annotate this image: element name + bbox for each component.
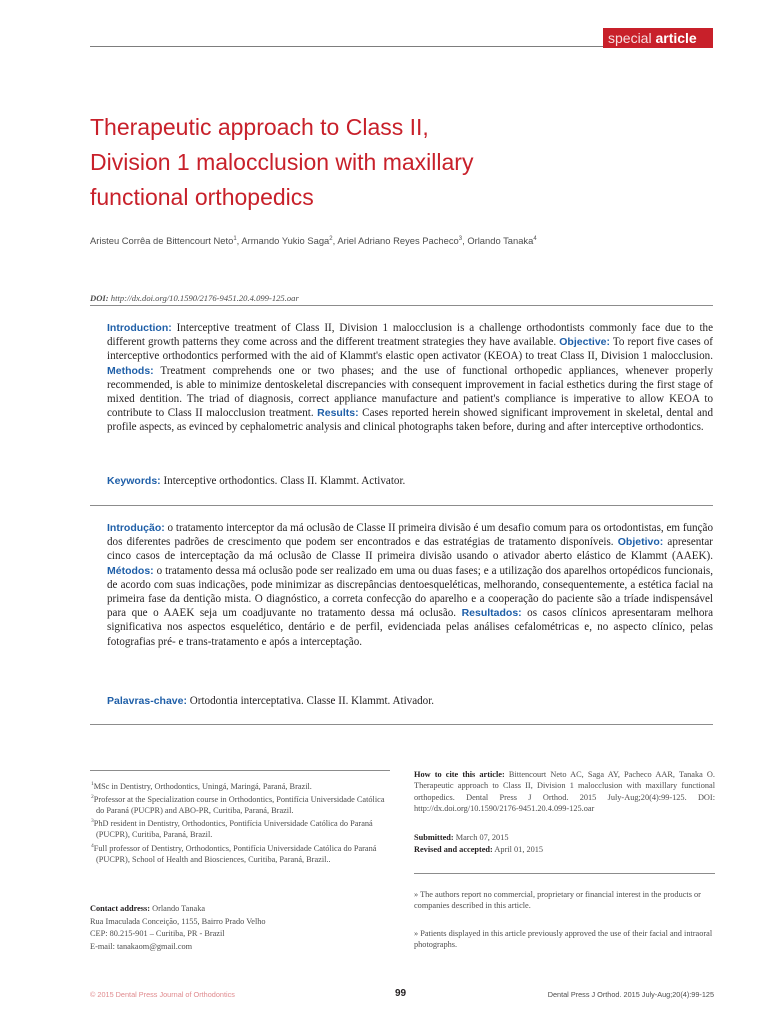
author-affiliation: 3 (458, 235, 463, 242)
abstract-english (107, 321, 713, 435)
title-line-2: Division 1 malocclusion with maxillary (90, 149, 474, 175)
abstract-text: o tratamento dessa má oclusão pode ser realizado em uma ou duas fases; e a utilização dos aparelhos ortopédicos funcionais, de acordo com suas indicações, pode minimizar as discrepâncias dentoesqueléticas, melhorando, consequentemente, a estética facial na primeira fase da dentição mista. O diagnóstico, a correta confecção do aparelho e a cooperação do paciente são a tríade indispensável para que o AAEK seja um coadjuvante no tratamento dessa má oclusão. (107, 564, 713, 620)
divider (90, 505, 713, 506)
page-number: 99 (395, 988, 407, 999)
abstract-heading: Métodos: (107, 564, 154, 577)
keywords-text: Interceptive orthodontics. Class II. Klammt. Activator. (160, 475, 406, 487)
article-title (90, 110, 650, 215)
consent-note: » Patients displayed in this article previously approved the use of their facial and intraoral photographs. (414, 929, 713, 950)
abstract-text: apresentar cinco casos de interceptação da má oclusão de Classe II primeira divisão usando o ativador aberto elástico de Klammt (AAEK). (107, 536, 713, 563)
copyright-footer: © 2015 Dental Press Journal of Orthodontics (90, 990, 235, 999)
abstract-text: o tratamento interceptor da má oclusão de Classe II primeira divisão é um desafio comum para os ortodontistas, em função dos diferentes padrões de crescimento que podem ser encontrados e das estratégias de tratamento disponíveis. (107, 522, 713, 549)
abstract-heading: Methods: (107, 364, 154, 377)
footnote-text: Professor at the Specialization course in Orthodontics, Pontifícia Universidade Católica do Paraná (PUCPR) and ABO-PR, Curitiba, Paraná, Brazil. (93, 794, 385, 816)
section-tag-bold: article (655, 30, 697, 46)
divider (90, 305, 713, 306)
abstract-heading: Resultados: (461, 607, 522, 620)
contact-cep: CEP: 80.215-901 – Curitiba, PR - Brazil (90, 929, 225, 939)
divider (90, 724, 713, 725)
author-name: Aristeu Corrêa de Bittencourt Neto (90, 235, 234, 246)
journal-citation-footer: Dental Press J Orthod. 2015 July-Aug;20(4):99-125 (547, 990, 714, 999)
affiliation-footnotes (90, 779, 390, 865)
footnote-number: 3 (91, 818, 94, 825)
keywords-label: Palavras-chave: (107, 695, 187, 707)
doi-label: DOI: (90, 292, 109, 303)
title-line-3: functional orthopedics (90, 184, 314, 210)
footnote-item (90, 779, 390, 792)
contact-label: Contact address: (90, 904, 150, 913)
author-list (90, 235, 710, 246)
abstract-heading: Results: (317, 407, 359, 420)
contact-email[interactable]: E-mail: tanakaom@gmail.com (90, 942, 193, 952)
conflict-note: » The authors report no commercial, proprietary or financial interest in the products or companies described in this article. (414, 890, 701, 911)
author-name: Ariel Adriano Reyes Pacheco (337, 235, 459, 246)
keywords-label: Keywords: (107, 475, 161, 487)
submitted-date: March 07, 2015 (453, 833, 509, 842)
author-name: Orlando Tanaka (467, 235, 534, 246)
abstract-text: Cases reported herein showed significant improvement in skeletal, dental and profile aspects, as evinced by cephalometric analysis and clinical photographs taken before, during and after interceptive orthodontics. (107, 407, 713, 434)
cite-text: Bittencourt Neto AC, Saga AY, Pacheco AAR, Tanaka O. Therapeutic approach to Class II, Division 1 malocclusion with maxillary functional orthopedics. Dental Press J Orthod. 2015 July-Aug;20(4):99-125. DOI: http://dx.doi.org/10.1590/2176-9451.20.4.099-125.oar (414, 770, 715, 813)
author-affiliation: 4 (533, 235, 537, 242)
notes-rule (414, 873, 715, 874)
footnote-text: Full professor of Dentistry, Orthodontics, Pontifícia Universidade Católica do Paraná (PUCPR), School of Health and Biosciences, Curitiba, Paraná, Brazil.. (93, 843, 377, 864)
author-affiliation: 1 (233, 235, 237, 242)
abstract-heading: Objetivo: (617, 536, 664, 549)
footnote-rule (90, 770, 390, 771)
keywords-english (107, 475, 405, 487)
abstract-text: Interceptive treatment of Class II, Division 1 malocclusion is a challenge orthodontists commonly face due to the different growth patterns they come across and the different treatment strategies they have available. (107, 322, 713, 349)
author-separator: , (332, 235, 338, 246)
doi-line (90, 293, 299, 303)
keywords-text: Ortodontia interceptativa. Classe II. Klammt. Ativador. (186, 695, 435, 707)
footnote-item (90, 792, 390, 816)
doi-link[interactable]: http://dx.doi.org/10.1590/2176-9451.20.4.099-125.oar (108, 292, 299, 303)
section-tag (603, 28, 713, 48)
abstract-heading: Objective: (559, 336, 611, 349)
author-separator: , (462, 235, 468, 246)
cite-label: How to cite this article: (414, 770, 505, 779)
abstract-text: os casos clínicos apresentaram melhora significativa nos aspectos esquelético, dentário e de perfil, evidenciada pelas análises cefalométricas e, no aspecto clínico, pelas fotografias pré- e trans-tratamento e após a interceptação. (107, 607, 713, 648)
abstract-text: Treatment comprehends one or two phases; and the use of functional orthopedic appliances, whenever properly recommended, is able to minimize dentoskeletal discrepancies with consequent improvement in facial esthetics during the first stage of mixed dentition. The triad of diagnosis, correct appliance manufacture and patient's compliance is imperative to allow KEOA to contribute to Class II malocclusion treatment. (107, 364, 713, 420)
abstract-portuguese (107, 521, 713, 649)
author-affiliation: 2 (329, 235, 333, 242)
title-line-1: Therapeutic approach to Class II, (90, 114, 429, 140)
submitted-label: Submitted: (414, 833, 454, 842)
abstract-text: To report five cases of interceptive orthodontics performed with the aid of Klammt's elastic open activator (KEOA) to treat Class II, Division 1 malocclusion. (107, 336, 713, 363)
how-to-cite (414, 769, 715, 814)
revised-label: Revised and accepted: (414, 845, 493, 855)
footnote-number: 2 (91, 794, 94, 801)
abstract-heading: Introdução: (107, 522, 165, 534)
contact-address (90, 903, 390, 954)
author-separator: , (236, 235, 242, 246)
revised-date: April 01, 2015 (492, 845, 544, 855)
footnote-item (90, 816, 390, 840)
footnote-text: MSc in Dentistry, Orthodontics, Uningá, Maringá, Paraná, Brazil. (93, 781, 312, 791)
section-tag-light: special (608, 30, 656, 46)
author-name: Armando Yukio Saga (241, 235, 330, 246)
contact-street: Rua Imaculada Conceição, 1155, Bairro Prado Velho (90, 916, 266, 926)
footnote-text: PhD resident in Dentistry, Orthodontics, Pontifícia Universidade Católica do Paraná (PUCPR), Curitiba, Paraná, Brazil. (93, 819, 373, 840)
footnote-item (90, 841, 390, 865)
keywords-portuguese (107, 695, 434, 707)
submission-dates (414, 832, 543, 857)
contact-name: Orlando Tanaka (150, 904, 206, 913)
footnote-number: 1 (91, 781, 94, 787)
footnote-number: 4 (91, 842, 94, 849)
abstract-heading: Introduction: (107, 322, 172, 334)
